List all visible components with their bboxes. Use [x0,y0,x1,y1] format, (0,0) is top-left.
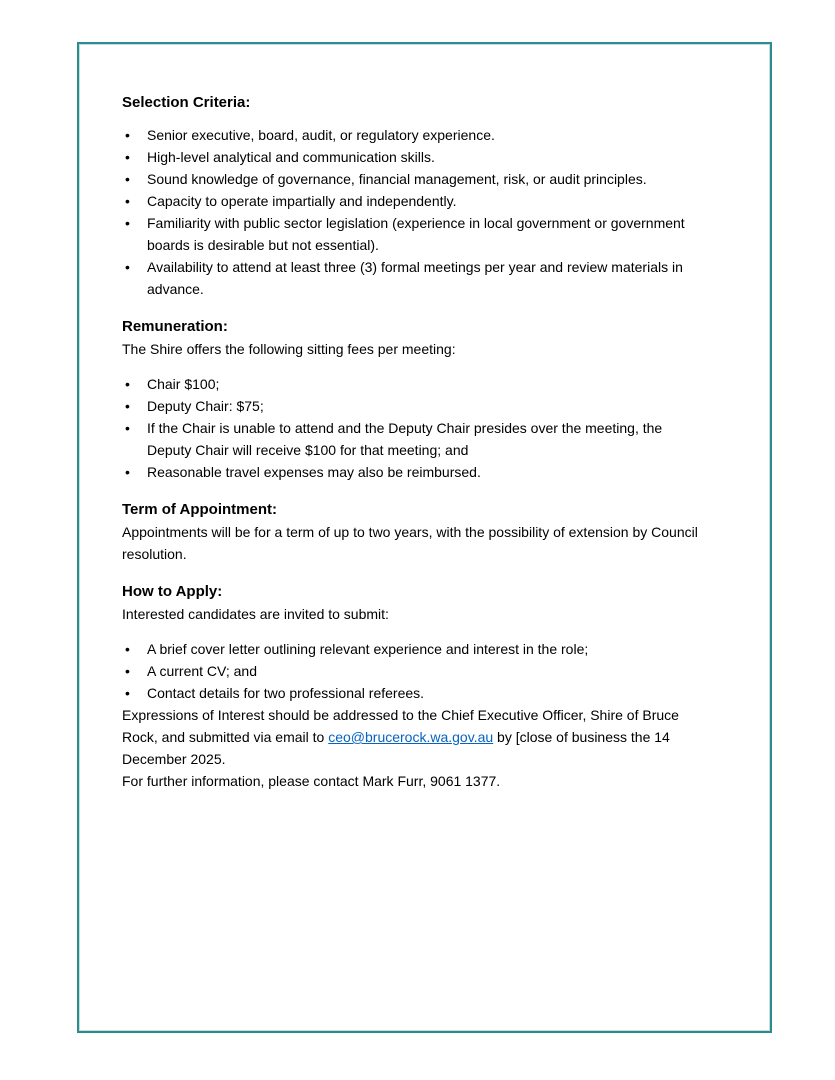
closing-text-before-link: Expressions of Interest should be addressed to the Chief Executive Officer, Shire of Bruce Rock, and submitted via email to [122,707,679,745]
how-to-apply-list [122,638,710,704]
list-item: • Sound knowledge of governance, financial management, risk, or audit principles. [122,168,710,190]
remuneration-list [122,373,710,483]
document-content [122,92,710,792]
heading-term-of-appointment: Term of Appointment: [122,501,277,518]
heading-selection-criteria: Selection Criteria: [122,94,251,111]
closing-text-after-link: by [close of business the 14 December 2025. [122,729,670,767]
list-item: • A current CV; and [122,660,710,682]
list-item: • A brief cover letter outlining relevant experience and interest in the role; [122,638,710,660]
list-item: • Deputy Chair: $75; [122,395,710,417]
heading-how-to-apply: How to Apply: [122,583,223,600]
list-item: • High-level analytical and communication skills. [122,146,710,168]
how-to-apply-intro: Interested candidates are invited to submit: [122,606,389,622]
list-item: • Availability to attend at least three (3) formal meetings per year and review materials in advance. [122,256,710,300]
closing-paragraph [122,704,710,770]
list-item: • Reasonable travel expenses may also be reimbursed. [122,461,710,483]
remuneration-intro: The Shire offers the following sitting fees per meeting: [122,341,456,357]
term-of-appointment-body: Appointments will be for a term of up to two years, with the possibility of extension by Council resolution. [122,524,698,562]
list-item: • Contact details for two professional referees. [122,682,710,704]
further-info-paragraph: For further information, please contact Mark Furr, 9061 1377. [122,773,501,789]
heading-remuneration: Remuneration: [122,318,228,335]
email-link[interactable]: ceo@brucerock.wa.gov.au [328,729,494,745]
list-item: • If the Chair is unable to attend and the Deputy Chair presides over the meeting, the Deputy Chair will receive $100 for that meeting; and [122,417,710,461]
selection-criteria-list [122,124,710,300]
list-item: • Senior executive, board, audit, or regulatory experience. [122,124,710,146]
list-item: • Capacity to operate impartially and independently. [122,190,710,212]
list-item: • Chair $100; [122,373,710,395]
list-item: • Familiarity with public sector legislation (experience in local government or government boards is desirable but not essential). [122,212,710,256]
